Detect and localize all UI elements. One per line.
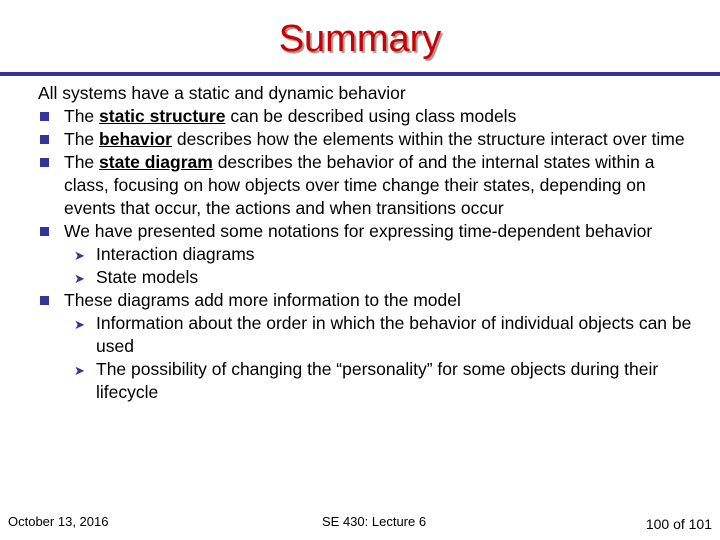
arrow-bullet-icon: ➤ <box>74 363 85 378</box>
slide-title: Summary <box>278 18 442 60</box>
term-behavior: behavior <box>99 129 172 149</box>
bullet-more-information: These diagrams add more information to the model ➤ Information about the order in which the behavior of individual objects can be used ➤ The possibility of changing the “personality” for some objects during their lifecycle <box>38 289 698 404</box>
sub-list <box>64 243 698 289</box>
square-bullet-icon <box>40 158 49 167</box>
bullet-behavior: The behavior describes how the elements within the structure interact over time <box>38 128 698 151</box>
sub-item: ➤ State models <box>70 266 698 289</box>
title-divider <box>0 72 720 76</box>
arrow-bullet-icon: ➤ <box>74 317 85 332</box>
bullet-notations: We have presented some notations for expressing time-dependent behavior ➤ Interaction diagrams ➤ State models <box>38 220 698 289</box>
sub-item: ➤ Information about the order in which the behavior of individual objects can be used <box>74 313 692 356</box>
square-bullet-icon <box>40 135 49 144</box>
sub-list <box>64 312 698 404</box>
lead-text: All systems have a static and dynamic behavior <box>38 83 406 103</box>
square-bullet-icon <box>40 112 49 121</box>
sub-item: ➤ The possibility of changing the “personality” for some objects during their lifecycle <box>74 359 659 402</box>
footer-date: October 13, 2016 <box>8 514 109 529</box>
sub-item: ➤ Interaction diagrams <box>70 243 698 266</box>
square-bullet-icon <box>40 227 49 236</box>
footer-page-number: 100 of 101 <box>645 516 712 532</box>
bullet-static-structure: The static structure can be described using class models <box>38 105 698 128</box>
arrow-bullet-icon: ➤ <box>74 248 85 263</box>
arrow-bullet-icon: ➤ <box>74 271 85 286</box>
bullet-list <box>38 105 698 404</box>
bullet-state-diagram: The state diagram describes the behavior of and the internal states within a class, focusing on how objects over time change their states, depending on events that occur, the actions and when transitions occur <box>38 151 698 220</box>
slide-content <box>38 82 698 404</box>
square-bullet-icon <box>40 296 49 305</box>
term-static-structure: static structure <box>99 106 226 126</box>
term-state-diagram: state diagram <box>99 152 213 172</box>
footer-course: SE 430: Lecture 6 <box>322 514 427 529</box>
